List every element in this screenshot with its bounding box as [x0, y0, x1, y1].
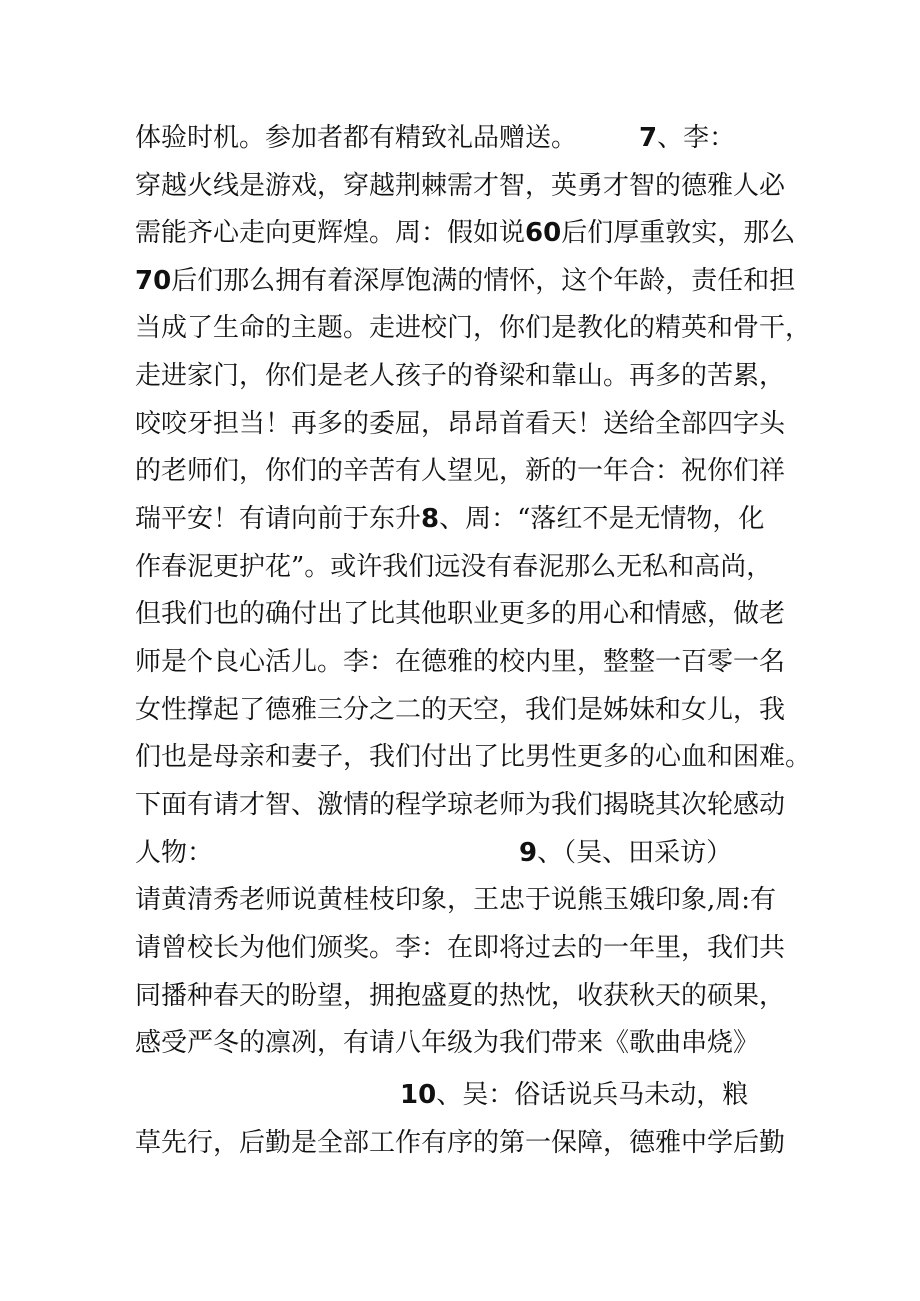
text-run: 师是个良心活儿。李：在德雅的校内里，整整一百零一名 — [135, 647, 786, 677]
number-run: 70 — [135, 266, 172, 296]
text-line-9 — [135, 495, 764, 543]
section-number: 8 — [421, 504, 440, 534]
text-run: 、吴：俗话说兵马未动，粮 — [436, 1080, 749, 1110]
section-number: 9 — [519, 838, 538, 868]
text-line-7 — [135, 400, 785, 448]
text-line-15 — [135, 781, 785, 829]
text-line-13 — [135, 686, 785, 734]
text-line-16 — [135, 829, 732, 877]
text-line-4 — [135, 257, 795, 305]
text-run: 体验时机。参加者都有精致礼品赠送。 — [135, 123, 578, 153]
text-line-1 — [135, 114, 735, 162]
number-run: 60 — [525, 218, 562, 248]
text-line-22 — [135, 1119, 785, 1167]
text-run: 草先行，后勤是全部工作有序的第一保障，德雅中学后勤 — [135, 1128, 786, 1158]
text-line-20 — [135, 1019, 759, 1067]
text-line-21 — [400, 1071, 748, 1119]
text-line-3 — [135, 209, 795, 257]
text-run: 后们厚重敦实，那么 — [561, 218, 796, 248]
text-run: 走进家门，你们是老人孩子的脊梁和靠山。再多的苦累， — [135, 361, 786, 391]
text-line-6 — [135, 352, 785, 400]
text-run: 咬咬牙担当！再多的委屈，昂昂首看天！送给全部四字头 — [135, 409, 786, 439]
text-run: 人物： — [135, 838, 214, 868]
text-run: 作春泥更护花”。或许我们远没有春泥那么无私和高尚， — [135, 552, 773, 582]
text-run: 、李： — [657, 123, 736, 153]
text-run: 瑞平安！有请向前于东升 — [135, 504, 422, 534]
text-line-18 — [135, 924, 785, 972]
text-run: 下面有请才智、激情的程学琼老师为我们揭晓其次轮感动 — [135, 790, 786, 820]
text-run: 穿越火线是游戏，穿越荆棘需才智，英勇才智的德雅人必 — [135, 171, 786, 201]
text-run: 的老师们，你们的辛苦有人望见，新的一年合：祝你们祥 — [135, 456, 786, 486]
text-line-17 — [135, 876, 776, 924]
text-line-10 — [135, 543, 772, 591]
text-line-5 — [135, 304, 811, 352]
text-line-14 — [135, 733, 811, 781]
text-run: 当成了生命的主题。走进校门，你们是教化的精英和骨干， — [135, 313, 812, 343]
text-run: 们也是母亲和妻子，我们付出了比男性更多的心血和困难。 — [135, 742, 812, 772]
text-run: 请黄清秀老师说黄桂枝印象，王忠于说熊玉娥印象,周:有 — [135, 885, 777, 915]
text-run: 但我们也的确付出了比其他职业更多的用心和情感，做老 — [135, 599, 786, 629]
text-run: 女性撑起了德雅三分之二的天空，我们是姊妹和女儿，我 — [135, 695, 786, 725]
section-number: 7 — [639, 123, 658, 153]
text-run: 、周：“落红不是无情物，化 — [439, 504, 765, 534]
text-line-8 — [135, 447, 785, 495]
text-run: 需能齐心走向更辉煌。周：假如说 — [135, 218, 526, 248]
text-run: 、（吴、田采访） — [537, 838, 733, 868]
section-number: 10 — [400, 1080, 437, 1110]
text-run: 后们那么拥有着深厚饱满的情怀，这个年龄，责任和担 — [171, 266, 796, 296]
text-run: 请曾校长为他们颁奖。李：在即将过去的一年里，我们共 — [135, 933, 786, 963]
text-run: 同播种春天的盼望，拥抱盛夏的热忱，收获秋天的硕果， — [135, 981, 786, 1011]
text-line-11 — [135, 590, 785, 638]
text-run: 感受严冬的凛冽，有请八年级为我们带来《歌曲串烧》 — [135, 1028, 760, 1058]
text-line-2 — [135, 162, 785, 210]
text-line-12 — [135, 638, 785, 686]
text-line-19 — [135, 972, 785, 1020]
